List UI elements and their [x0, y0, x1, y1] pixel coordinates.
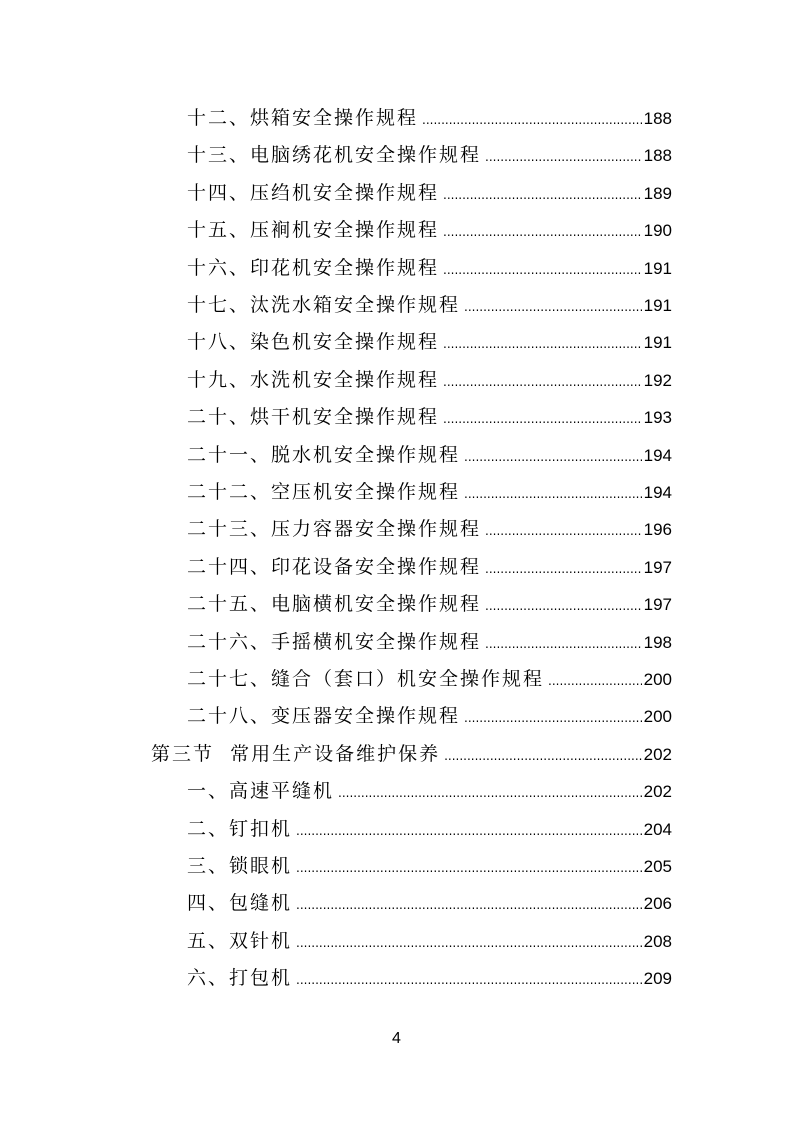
toc-entry[interactable] — [187, 362, 672, 399]
toc-entry[interactable] — [187, 437, 672, 474]
toc-entry-title: 十六、印花机安全操作规程 — [187, 256, 440, 279]
toc-entry-title: 二十一、脱水机安全操作规程 — [187, 443, 461, 466]
toc-entry-title: 十四、压绉机安全操作规程 — [187, 181, 440, 204]
toc-entry[interactable] — [187, 885, 672, 922]
toc-entry-page: 191 — [643, 333, 672, 353]
toc-entry-page: 188 — [643, 146, 672, 166]
toc-leader-dots — [464, 476, 642, 513]
toc-entry-page: 191 — [643, 296, 672, 315]
toc-entry-page: 204 — [643, 819, 672, 839]
toc-entry-page: 200 — [643, 670, 672, 689]
toc-entry-page: 190 — [643, 221, 672, 241]
toc-entry-page: 194 — [643, 483, 672, 502]
toc-leader-dots — [296, 925, 642, 962]
toc-entry-page: 191 — [643, 258, 672, 278]
toc-entry-page: 193 — [643, 408, 672, 428]
toc-entry[interactable] — [187, 324, 672, 361]
toc-leader-dots — [296, 962, 642, 999]
toc-entry-title: 二十六、手摇横机安全操作规程 — [187, 630, 482, 653]
toc-entry[interactable] — [187, 848, 672, 885]
toc-entry-title: 第三节 常用生产设备维护保养 — [151, 742, 441, 765]
toc-entry-title: 三、锁眼机 — [187, 855, 293, 877]
toc-leader-dots — [296, 813, 642, 850]
toc-entry-page: 198 — [643, 632, 672, 652]
toc-section-entry[interactable] — [151, 736, 672, 773]
toc-entry-page: 208 — [643, 931, 672, 951]
toc-entry-title: 十三、电脑绣花机安全操作规程 — [187, 144, 482, 167]
toc-leader-dots — [464, 439, 642, 476]
toc-entry[interactable] — [187, 399, 672, 436]
toc-leader-dots — [443, 252, 642, 289]
toc-leader-dots — [443, 177, 642, 214]
toc-leader-dots — [485, 626, 642, 663]
toc-entry[interactable] — [187, 549, 672, 586]
toc-leader-dots — [443, 326, 642, 363]
toc-entry-page: 188 — [643, 109, 672, 128]
toc-leader-dots — [464, 700, 642, 737]
toc-entry-title: 十九、水洗机安全操作规程 — [187, 368, 440, 391]
toc-entry-page: 205 — [643, 857, 672, 876]
toc-entry[interactable] — [187, 250, 672, 287]
toc-entry-title: 二十二、空压机安全操作规程 — [187, 481, 461, 503]
toc-leader-dots — [485, 139, 642, 176]
toc-entry-page: 197 — [643, 595, 672, 615]
toc-entry-title: 十七、汰洗水箱安全操作规程 — [187, 294, 461, 316]
toc-entry-page: 197 — [643, 557, 672, 577]
toc-entry-title: 二十五、电脑横机安全操作规程 — [187, 593, 482, 616]
toc-entry-page: 209 — [643, 969, 672, 989]
toc-entry-title: 十二、烘箱安全操作规程 — [187, 107, 419, 129]
toc-entry-title: 二十七、缝合（套口）机安全操作规程 — [187, 668, 545, 690]
toc-entry[interactable] — [187, 811, 672, 848]
toc-leader-dots — [485, 513, 642, 550]
toc-entry-page: 194 — [643, 445, 672, 465]
toc-entry-page: 196 — [643, 520, 672, 540]
toc-entry[interactable] — [187, 100, 672, 137]
toc-entry-title: 二、钉扣机 — [187, 817, 293, 840]
toc-entry[interactable] — [187, 773, 672, 810]
toc-entry[interactable] — [187, 287, 672, 324]
toc-entry[interactable] — [187, 624, 672, 661]
toc-entry[interactable] — [187, 923, 672, 960]
toc-leader-dots — [443, 214, 642, 251]
toc-leader-dots — [444, 738, 642, 775]
page-number: 4 — [392, 1030, 401, 1047]
toc-entry[interactable] — [187, 137, 672, 174]
toc-entry-title: 二十四、印花设备安全操作规程 — [187, 555, 482, 578]
toc-entry[interactable] — [187, 474, 672, 511]
toc-entry-page: 206 — [643, 894, 672, 914]
toc-entry-page: 202 — [643, 744, 672, 764]
toc-entry[interactable] — [187, 661, 672, 698]
toc-leader-dots — [485, 551, 642, 588]
toc-entry-title: 十五、压裥机安全操作规程 — [187, 219, 440, 242]
toc-entry-title: 二十、烘干机安全操作规程 — [187, 406, 440, 429]
toc-entry-page: 192 — [643, 370, 672, 390]
toc-entry-title: 十八、染色机安全操作规程 — [187, 331, 440, 354]
toc-entry[interactable] — [187, 212, 672, 249]
toc-entry-title: 六、打包机 — [187, 967, 293, 990]
toc-leader-dots — [338, 775, 642, 812]
toc-entry[interactable] — [187, 586, 672, 623]
toc-leader-dots — [422, 102, 642, 139]
toc-entry[interactable] — [187, 698, 672, 735]
toc-leader-dots — [296, 887, 642, 924]
toc-entry[interactable] — [187, 511, 672, 548]
toc-entry-page: 189 — [643, 183, 672, 203]
toc-entry-title: 五、双针机 — [187, 929, 293, 952]
toc-entry-title: 四、包缝机 — [187, 892, 293, 915]
toc-leader-dots — [548, 663, 642, 700]
toc-entry-title: 一、高速平缝机 — [187, 780, 335, 803]
toc-entry-page: 202 — [643, 782, 672, 802]
toc-leader-dots — [485, 588, 642, 625]
toc-entry-page: 200 — [643, 707, 672, 727]
toc-entry[interactable] — [187, 960, 672, 997]
toc-leader-dots — [443, 401, 642, 438]
toc-leader-dots — [464, 289, 642, 326]
toc-leader-dots — [296, 850, 642, 887]
toc-entry[interactable] — [187, 175, 672, 212]
toc-entry-title: 二十三、压力容器安全操作规程 — [187, 518, 482, 541]
toc-entry-title: 二十八、变压器安全操作规程 — [187, 705, 461, 728]
toc-leader-dots — [443, 364, 642, 401]
